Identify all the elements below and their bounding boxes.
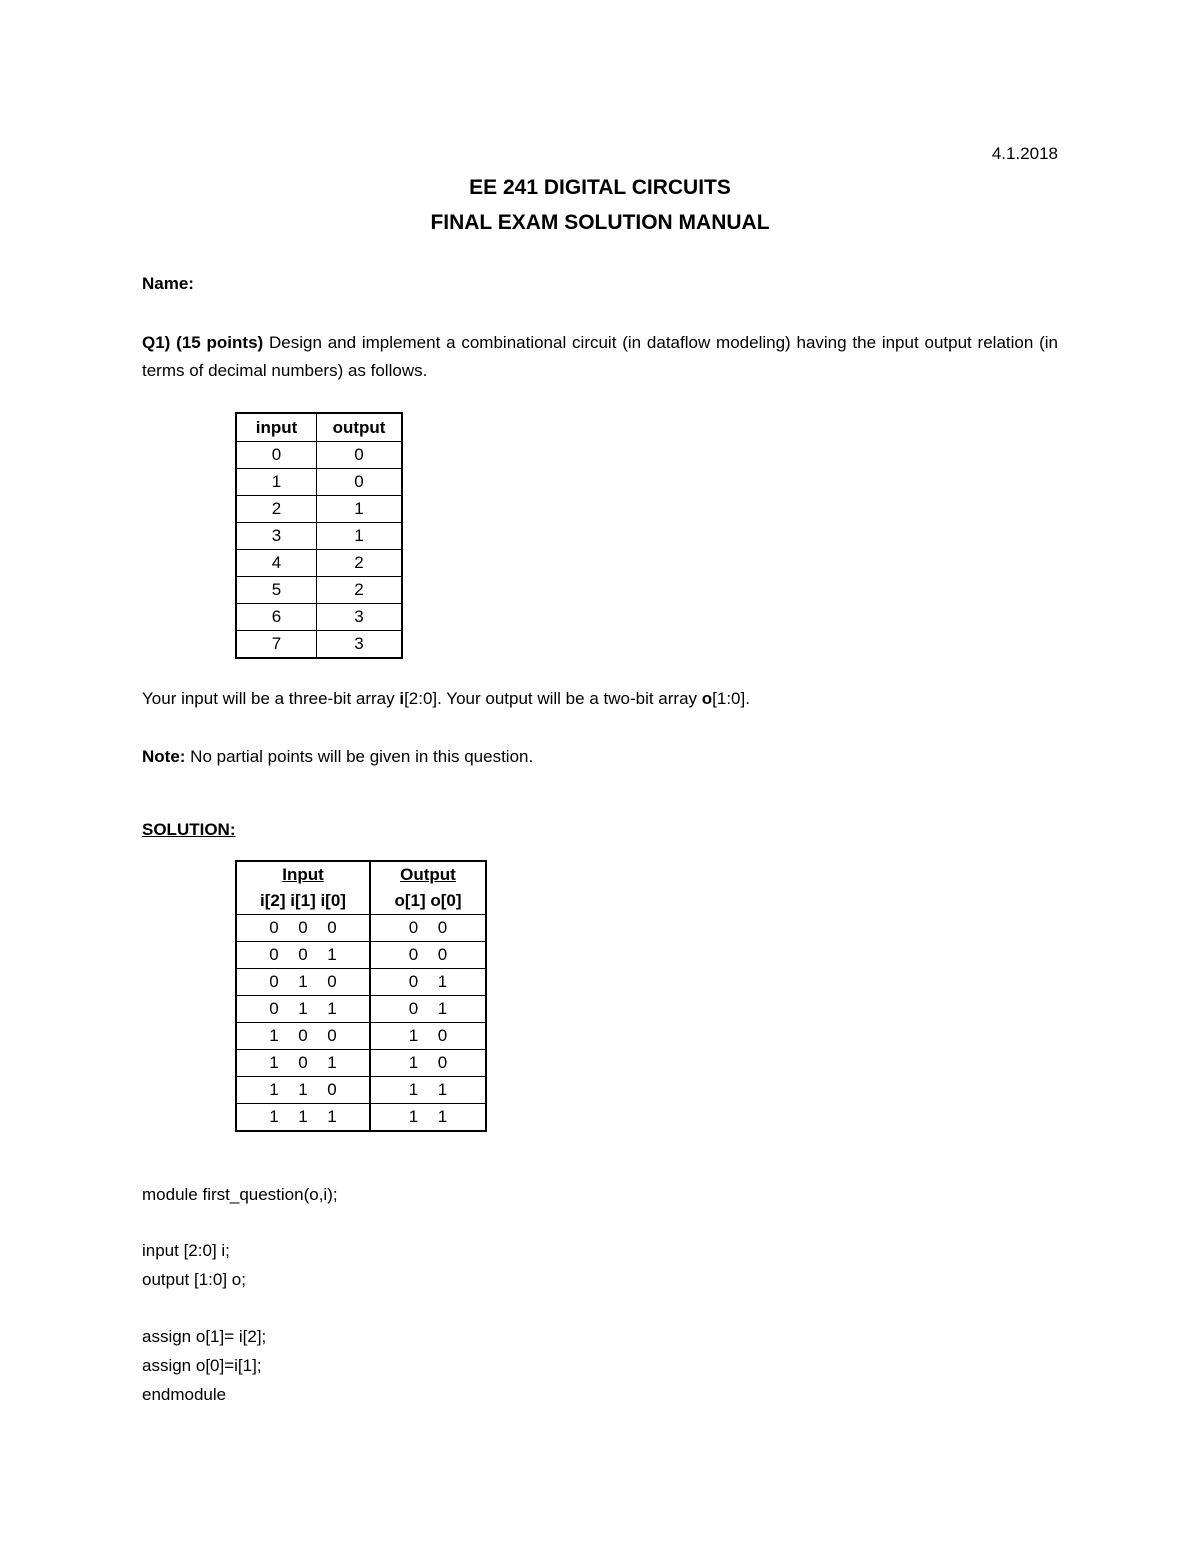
bit: 1	[327, 1107, 337, 1126]
course-title: EE 241 DIGITAL CIRCUITS	[469, 176, 731, 199]
table-header-row	[236, 861, 486, 915]
input-bits-cell	[236, 969, 370, 996]
table-cell: 1	[317, 496, 403, 523]
table-cell: 5	[236, 577, 317, 604]
input-bits-cell	[236, 915, 370, 942]
output-bits-cell	[370, 1050, 486, 1077]
input-bits-cell	[236, 996, 370, 1023]
bit: 1	[269, 1107, 279, 1126]
bit: 0	[327, 972, 337, 991]
bit: 0	[408, 918, 419, 937]
question-1	[142, 329, 1058, 385]
table-cell: 0	[236, 442, 317, 469]
note	[142, 747, 533, 767]
io-text-part: Your input will be a three-bit array	[142, 689, 400, 708]
bit: 1	[269, 1053, 279, 1072]
code-input-declaration: input [2:0] i;	[142, 1241, 230, 1260]
bit: 0	[408, 972, 419, 991]
bit: 1	[327, 945, 337, 964]
table-cell: 4	[236, 550, 317, 577]
bit: 0	[269, 918, 279, 937]
output-array-name: o	[701, 689, 713, 708]
input-bits-cell	[236, 1077, 370, 1104]
input-bits-cell	[236, 942, 370, 969]
truth-table	[235, 860, 487, 1132]
bit: 1	[298, 1107, 308, 1126]
bit: 0	[269, 999, 279, 1018]
bit: 1	[437, 1107, 448, 1126]
table-header-row	[236, 413, 402, 442]
table-row	[236, 577, 402, 604]
bit: 1	[327, 1053, 337, 1072]
code-assign-o0: assign o[0]=i[1];	[142, 1356, 262, 1375]
input-bits-cell	[236, 1023, 370, 1050]
table-row	[236, 496, 402, 523]
bit: 0	[437, 1053, 448, 1072]
bit: 0	[327, 918, 337, 937]
table-cell: 2	[236, 496, 317, 523]
column-header-output: output	[317, 413, 403, 442]
bit: 1	[408, 1107, 419, 1126]
bit: 0	[408, 945, 419, 964]
output-bits-cell	[370, 996, 486, 1023]
table-row	[236, 1077, 486, 1104]
table-cell: 0	[317, 442, 403, 469]
code-endmodule: endmodule	[142, 1385, 227, 1404]
bit: 0	[269, 972, 279, 991]
output-bits-cell	[370, 915, 486, 942]
input-bits-cell	[236, 1050, 370, 1077]
table-row	[236, 469, 402, 496]
bit: 0	[437, 1026, 448, 1045]
output-bits-cell	[370, 942, 486, 969]
name-label: Name:	[142, 274, 194, 293]
table-row	[236, 1023, 486, 1050]
bit: 0	[437, 945, 448, 964]
table-row	[236, 631, 402, 659]
code-output-declaration: output [1:0] o;	[142, 1270, 246, 1289]
note-label: Note:	[142, 747, 186, 766]
question-text: Design and implement a combinational circuit (in dataflow modeling) having the input output relation (in terms of decimal numbers) as follows.	[142, 333, 1059, 380]
column-header-input: input	[236, 413, 317, 442]
bit: 1	[269, 1080, 279, 1099]
bit: 1	[298, 999, 308, 1018]
table-cell: 3	[317, 604, 403, 631]
bit: 1	[408, 1026, 419, 1045]
table-row	[236, 604, 402, 631]
output-bits-cell	[370, 1023, 486, 1050]
bit: 0	[298, 945, 308, 964]
table-cell: 7	[236, 631, 317, 659]
code-module-line: module first_question(o,i);	[142, 1185, 338, 1204]
table-row	[236, 969, 486, 996]
table-cell: 0	[317, 469, 403, 496]
output-bits-cell	[370, 1077, 486, 1104]
output-column-header	[370, 861, 486, 915]
document-title: FINAL EXAM SOLUTION MANUAL	[430, 211, 770, 234]
question-label: Q1)	[142, 333, 171, 352]
table-row	[236, 1104, 486, 1132]
table-row	[236, 942, 486, 969]
input-bits-cell	[236, 1104, 370, 1132]
table-cell: 6	[236, 604, 317, 631]
code-assign-o1: assign o[1]= i[2];	[142, 1327, 267, 1346]
table-row	[236, 1050, 486, 1077]
output-bits-header: o[1] o[0]	[394, 891, 462, 910]
bit: 1	[269, 1026, 279, 1045]
bit: 1	[437, 972, 448, 991]
bit: 0	[408, 999, 419, 1018]
table-row	[236, 996, 486, 1023]
bit: 0	[298, 918, 308, 937]
bit: 0	[269, 945, 279, 964]
output-header-label: Output	[400, 865, 456, 884]
table-row	[236, 442, 402, 469]
table-cell: 2	[317, 577, 403, 604]
io-relation-table	[235, 412, 403, 659]
table-cell: 3	[317, 631, 403, 659]
table-row	[236, 523, 402, 550]
bit: 1	[327, 999, 337, 1018]
exam-date: 4.1.2018	[991, 144, 1058, 163]
bit: 0	[327, 1026, 337, 1045]
input-header-label: Input	[282, 865, 324, 884]
table-cell: 3	[236, 523, 317, 550]
io-text-part: [1:0].	[712, 689, 750, 708]
table-cell: 2	[317, 550, 403, 577]
bit: 1	[298, 1080, 308, 1099]
input-array-name: i	[399, 689, 405, 708]
bit: 0	[437, 918, 448, 937]
bit: 1	[408, 1080, 419, 1099]
output-bits-cell	[370, 969, 486, 996]
bit: 0	[298, 1026, 308, 1045]
bit: 1	[408, 1053, 419, 1072]
table-cell: 1	[236, 469, 317, 496]
output-bits-cell	[370, 1104, 486, 1132]
table-cell: 1	[317, 523, 403, 550]
table-row	[236, 915, 486, 942]
io-text-part: [2:0]. Your output will be a two-bit array	[404, 689, 702, 708]
question-points: (15 points)	[176, 333, 264, 352]
io-description	[142, 689, 750, 709]
bit: 1	[437, 1080, 448, 1099]
note-text: No partial points will be given in this question.	[185, 747, 534, 766]
bit: 0	[327, 1080, 337, 1099]
solution-heading: SOLUTION:	[142, 820, 236, 839]
input-column-header	[236, 861, 370, 915]
bit: 1	[298, 972, 308, 991]
bit: 1	[437, 999, 448, 1018]
table-row	[236, 550, 402, 577]
bit: 0	[298, 1053, 308, 1072]
input-bits-header: i[2] i[1] i[0]	[260, 891, 346, 910]
